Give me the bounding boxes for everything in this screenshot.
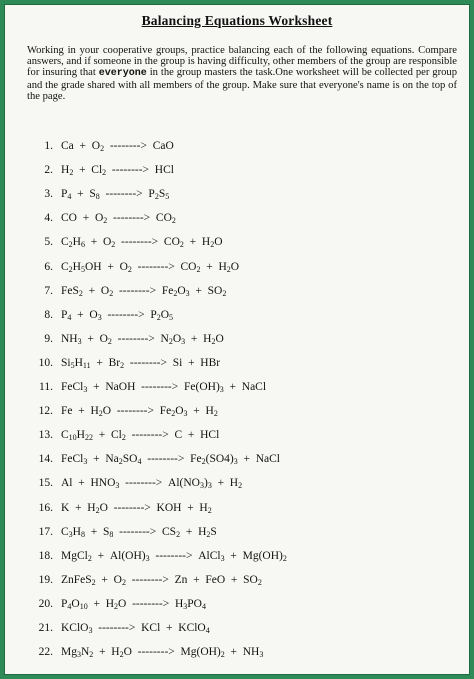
equation-number: 1. [44,140,53,152]
equation-row [23,309,173,327]
equation-row [23,236,223,254]
equation-expression: FeCl$_3$ + $Na_2SO_4$ --------> $Fe_2(SO4)_3$ + NaCl [61,453,280,467]
equation-expression: $NH_3 + O_2$ --------> $N_2O_3 + H_2O$ [61,332,224,346]
equation-row [23,212,176,230]
equation-number: 16. [38,501,53,514]
equation-number: 9. [44,332,53,345]
equation-row [23,188,169,206]
equation-row [23,429,219,447]
equation-number: 15. [38,477,53,490]
equation-number: 12. [38,405,53,418]
equation-expression: $C_2H_5OH + O_2$ --------> $CO_2 + H_2O$ [61,260,240,274]
equation-row [23,622,210,640]
equation-number: 3. [44,188,53,201]
instructions-emphasis: everyone [98,68,147,80]
equation-expression: $Al + HNO_3$ --------> $Al(NO_3)_3 + H_2$ [61,477,243,491]
equation-expression: $C_2H_6 + O_2$ --------> $CO_2 + H_2O$ [61,236,223,250]
equation-number: 6. [44,260,53,273]
equation-row [23,357,220,375]
equation-expression: $C_{10}H_{22} + Cl_2$ --------> C + HCl [61,429,220,443]
equation-number: 4. [44,212,53,225]
equation-expression: $K + H_2O$ --------> KOH + $H_2$ [61,501,212,515]
equation-row [23,574,262,592]
equation-number: 17. [38,525,53,538]
equation-number: 20. [38,597,53,610]
equation-expression: $P_4 + O_3$ --------> $P_2O_5$ [61,308,174,322]
equation-expression: ZnFeS$_2$ + $O_2$ --------> Zn + FeO + $SO_2$ [61,573,262,587]
instructions-paragraph [27,45,457,102]
instructions-part-1: Working in your cooperative groups, practice balancing each of the following equations. Compare answers, and if someone in the group is having difficulty, other members of the group are responsible for insuring that [27,45,457,79]
equation-expression: $H_2 + Cl_2$ --------> HCl [61,164,174,178]
equation-expression: FeCl$_3$ + NaOH --------> $Fe(OH)_3$ + NaCl [61,381,267,394]
equation-row [23,405,218,423]
equation-expression: KClO$_3$ --------> KCl + KClO$_4$ [61,622,210,635]
equation-row [23,140,174,158]
equation-number: 2. [44,164,53,177]
equation-expression: $P_4 + S_8$ --------> $P_2S_5$ [61,188,170,202]
equation-expression: $C_3H_8 + S_8$ --------> $CS_2 + H_2S$ [61,525,217,539]
equation-number: 22. [38,646,53,659]
equation-expression: $Ca + O_2$ --------> CaO [61,140,174,153]
equation-expression: $Mg_3N_2 + H_2O$ --------> $Mg(OH)_2 + NH_3$ [61,646,264,660]
worksheet-page [4,4,470,675]
equation-expression: $Fe + H_2O$ --------> $Fe_2O_3 + H_2$ [61,405,218,419]
worksheet-title: Balancing Equations Worksheet [141,13,333,28]
equation-number: 13. [38,429,53,442]
equation-row [23,261,239,279]
equation-row [23,550,287,568]
equation-row [23,526,217,544]
equation-number: 5. [44,236,53,249]
equation-expression: $P_4O_{10} + H_2O$ --------> $H_3PO_4$ [61,597,206,611]
equation-expression: $Si_5H_{11} + Br_2$ --------> Si + HBr [61,356,221,370]
equation-expression: CO + $O_2$ --------> $CO_2$ [61,212,176,226]
equation-number: 7. [44,284,53,297]
equation-expression: MgCl$_2$ + $Al(OH)_3$ --------> AlCl$_3$ + $Mg(OH)_2$ [61,549,287,563]
equation-number: 14. [38,453,53,466]
equation-row [23,598,206,616]
instructions-part-2: in the group masters the task.One worksheet will be collected per group and the grade shared with all members of the group. Make sure that everyone's name is on the top of the page. [27,67,457,102]
equation-row [23,285,226,303]
equation-number: 18. [38,549,53,562]
equation-number: 8. [44,308,53,321]
equation-row [23,477,242,495]
equation-number: 11. [39,381,53,393]
equation-number: 19. [38,573,53,586]
equation-expression: $FeS_2 + O_2$ --------> $Fe_2O_3 + SO_2$ [61,284,227,298]
equation-row [23,502,212,520]
equation-row [23,646,263,664]
equation-number: 10. [38,356,53,369]
equation-number: 21. [38,622,53,634]
equation-row [23,333,224,351]
equation-row [23,164,174,182]
equation-row [23,453,280,471]
equation-row [23,381,266,399]
